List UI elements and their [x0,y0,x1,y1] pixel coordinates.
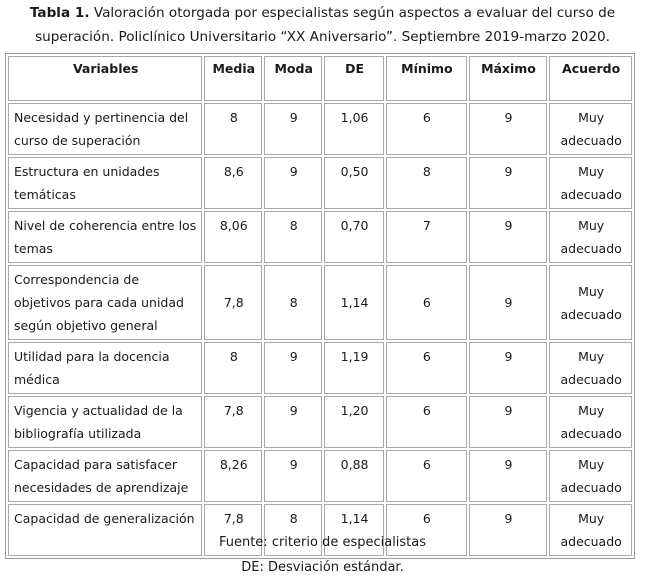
cell-moda: 8 [264,265,322,340]
cell-de: 1,06 [324,103,384,155]
cell-maximo: 9 [469,103,548,155]
cell-variable: Estructura en unidades temáticas [8,157,202,209]
cell-media: 8 [204,103,262,155]
cell-moda: 9 [264,342,322,394]
cell-minimo: 6 [386,103,467,155]
cell-de: 1,14 [324,265,384,340]
cell-minimo: 6 [386,504,467,556]
cell-minimo: 6 [386,265,467,340]
cell-maximo: 9 [469,265,548,340]
cell-maximo: 9 [469,157,548,209]
table-row [8,265,632,340]
cell-media: 8,6 [204,157,262,209]
cell-moda: 9 [264,396,322,448]
cell-de: 0,50 [324,157,384,209]
header-maximo: Máximo [469,56,548,101]
source-note: Fuente: criterio de especialistas [218,535,427,550]
header-media: Media [204,56,262,101]
cell-acuerdo: Muy adecuado [549,103,632,155]
cell-variable: Correspondencia de objetivos para cada unidad según objetivo general [8,265,202,340]
cell-variable: Capacidad de generalización [8,504,202,556]
cell-variable: Utilidad para la docencia médica [8,342,202,394]
cell-de: 1,19 [324,342,384,394]
cell-maximo: 9 [469,450,548,502]
table-row [8,396,632,448]
table-row [8,157,632,209]
cell-minimo: 6 [386,342,467,394]
table-caption [0,0,645,49]
cell-media: 7,8 [204,265,262,340]
cell-maximo: 9 [469,396,548,448]
cell-maximo: 9 [469,504,548,556]
abbreviation-note: DE: Desviación estándar. [241,560,404,575]
header-acuerdo: Acuerdo [549,56,632,101]
cell-variable: Nivel de coherencia entre los temas [8,211,202,263]
cell-minimo: 6 [386,396,467,448]
cell-maximo: 9 [469,211,548,263]
cell-media: 8,26 [204,450,262,502]
caption-line2: superación. Policlínico Universitario “XX Aniversario”. Septiembre 2019-marzo 2020. [35,29,610,45]
header-moda: Moda [264,56,322,101]
cell-media: 8 [204,342,262,394]
cell-de: 1,20 [324,396,384,448]
cell-de: 0,70 [324,211,384,263]
table-row [8,211,632,263]
cell-minimo: 6 [386,450,467,502]
cell-media: 7,8 [204,504,262,556]
cell-variable: Necesidad y pertinencia del curso de superación [8,103,202,155]
cell-variable: Vigencia y actualidad de la bibliografía utilizada [8,396,202,448]
cell-acuerdo: Muy adecuado [549,504,632,556]
cell-acuerdo: Muy adecuado [549,157,632,209]
table-row [8,450,632,502]
caption-line1: Valoración otorgada por especialistas según aspectos a evaluar del curso de [89,5,616,21]
table-row [8,342,632,394]
cell-acuerdo: Muy adecuado [549,342,632,394]
cell-acuerdo: Muy adecuado [549,396,632,448]
cell-moda: 9 [264,450,322,502]
cell-minimo: 7 [386,211,467,263]
cell-variable: Capacidad para satisfacer necesidades de aprendizaje [8,450,202,502]
table-row [8,103,632,155]
caption-label: Tabla 1. [29,5,90,21]
header-minimo: Mínimo [386,56,467,101]
cell-acuerdo: Muy adecuado [549,265,632,340]
cell-moda: 8 [264,504,322,556]
header-de: DE [324,56,384,101]
cell-moda: 9 [264,157,322,209]
cell-moda: 9 [264,103,322,155]
cell-media: 8,06 [204,211,262,263]
cell-acuerdo: Muy adecuado [549,450,632,502]
cell-acuerdo: Muy adecuado [549,211,632,263]
cell-moda: 8 [264,211,322,263]
evaluation-table [5,53,635,559]
header-variables: Variables [8,56,202,101]
cell-de: 1,14 [324,504,384,556]
cell-maximo: 9 [469,342,548,394]
cell-de: 0,88 [324,450,384,502]
table-header-row [8,56,632,101]
cell-minimo: 8 [386,157,467,209]
cell-media: 7,8 [204,396,262,448]
